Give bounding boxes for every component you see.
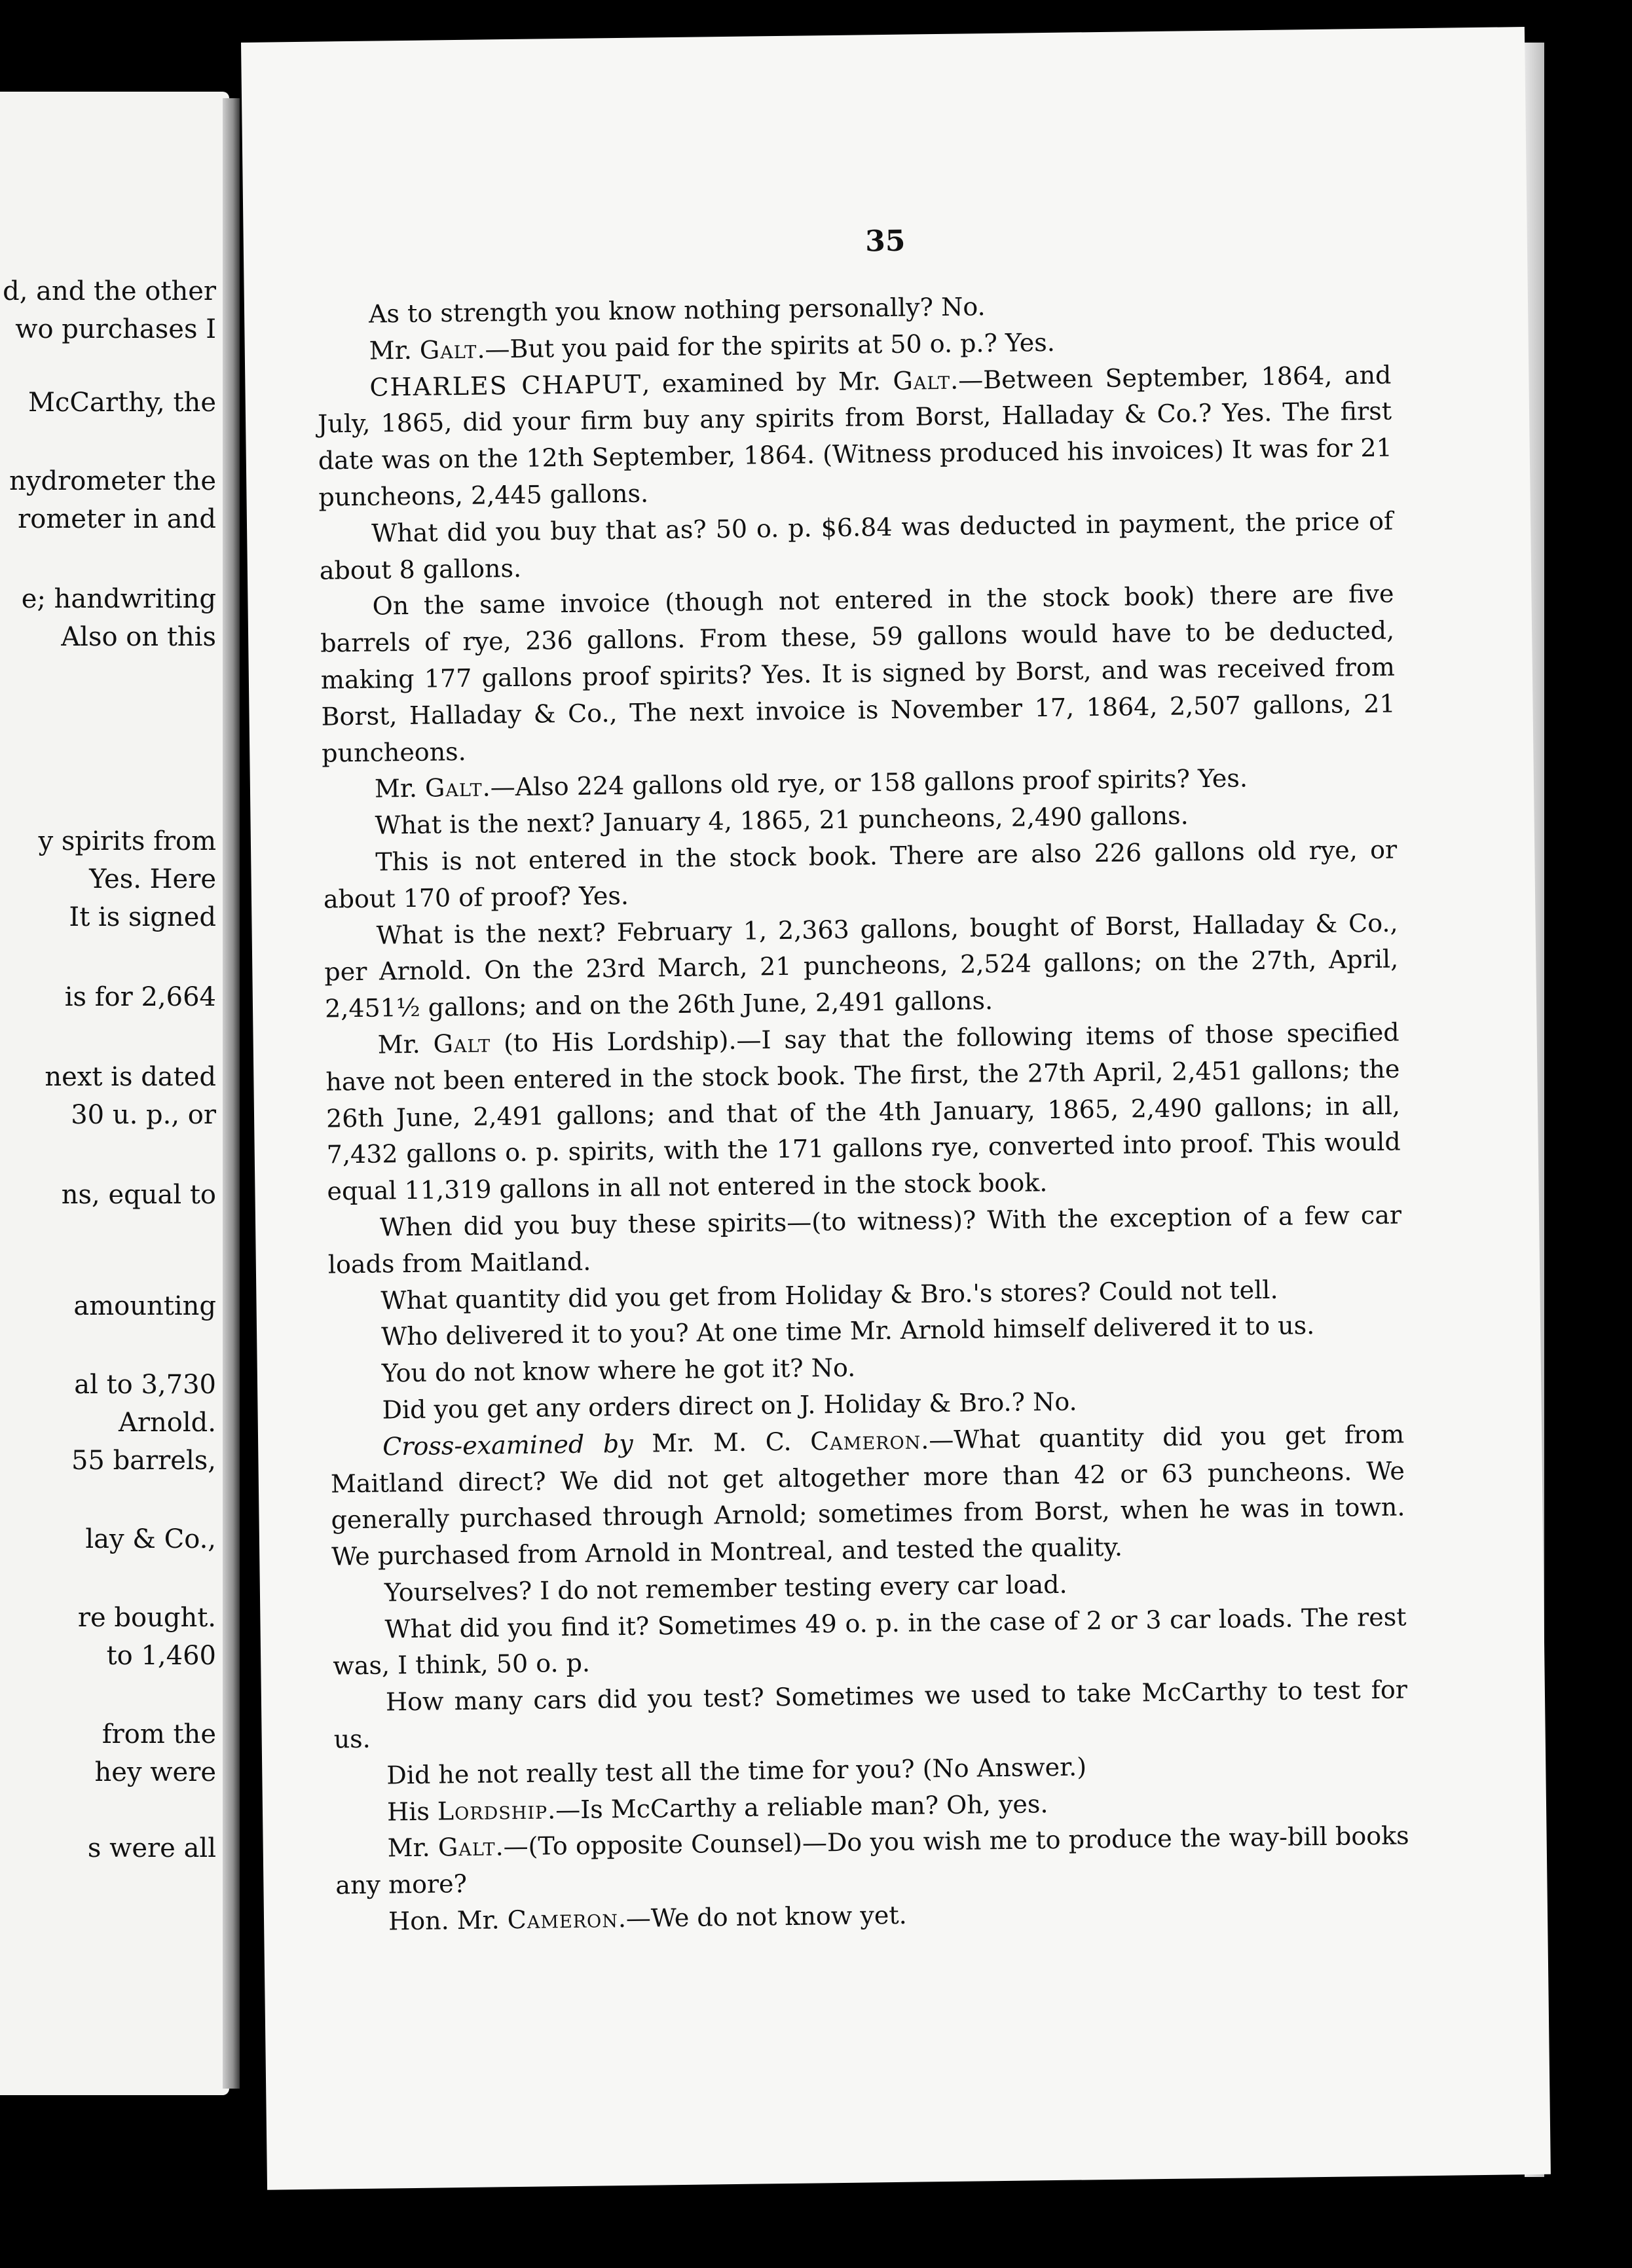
text-run: This is not entered in the stock book. There are also 226 gallons old rye, or about 170 of proof? Yes. (323, 835, 1398, 914)
paragraph (325, 1014, 1401, 1210)
text-run: What did you buy that as? 50 o. p. $6.84 was deducted in payment, the price of about 8 gallons. (319, 506, 1394, 585)
text-run: Galt (419, 335, 477, 365)
text-run: Galt (433, 1029, 491, 1059)
text-run: Galt (424, 773, 483, 803)
text-run: Mr. (374, 774, 426, 803)
paragraph (320, 576, 1396, 772)
left-page-line-fragment: It is signed (69, 902, 216, 932)
text-run: As to strength you know nothing personally? No. (368, 292, 986, 329)
left-page-line-fragment: e; handwriting (21, 584, 216, 614)
left-page-line-fragment: 30 u. p., or (71, 1100, 216, 1130)
left-page-line-fragment: to 1,460 (106, 1641, 216, 1671)
left-page-line-fragment: amounting (73, 1291, 216, 1321)
text-run: .—What quantity did you get from Maitland direct? We did not get altogether more than 42 or 63 puncheons. We generally purchased through Arnold; sometimes from Borst, when he was in town. We purchased from Arnold in Montreal, and tested the quality. (330, 1419, 1405, 1571)
text-run: On the same invoice (though not entered in the stock book) there are five barrels of rye, 236 gallons. From these, 59 gallons would have to be deducted, making 177 gallons proof spirits? Yes. It is signed by Borst, and was received from Borst, Halladay & Co., The next invoice is November 17, 1864, 2,507 gallons, 21 puncheons. (320, 579, 1396, 768)
text-run: Mr. (369, 335, 420, 365)
paragraph (330, 1416, 1406, 1575)
left-page-line-fragment: is for 2,664 (64, 982, 216, 1012)
page-body-text (316, 284, 1411, 1941)
text-run: You do not know where he got it? No. (381, 1353, 856, 1388)
text-run: (to His Lordship).—I say that the following items of those specified have not been entered in the stock book. The first, the 27th April, 2,451 gallons; the 26th June, 2,491 gallons; and that of the 4th January, 1865, 2,490 gallons; in all, 7,432 gallons o. p. spirits, with the 171 gallons rye, converted into proof. This would equal 11,319 gallons in all not entered in the stock book. (325, 1017, 1401, 1206)
text-run: Who delivered it to you? At one time Mr. Arnold himself delivered it to us. (380, 1311, 1315, 1351)
text-run: Galt (893, 365, 951, 395)
text-run: .—Also 224 gallons old rye, or 158 gallons proof spirits? Yes. (482, 763, 1248, 802)
left-page-line-fragment: Also on this (61, 622, 216, 652)
left-page-line-fragment: hey were (94, 1757, 216, 1787)
text-run: His (386, 1797, 438, 1827)
left-page (0, 92, 229, 2095)
paragraph (323, 832, 1398, 918)
left-page-line-fragment: next is dated (45, 1062, 216, 1092)
text-run: .—We do not know yet. (618, 1900, 907, 1933)
text-run: What is the next? February 1, 2,363 gallons, bought of Borst, Halladay & Co., per Arnold. On the 23rd March, 21 puncheons, 2,524 gallons; on the 27th, April, 2,451½ gallons; and on the 26th June, 2,491 gallons. (324, 908, 1399, 1023)
text-run: Mr. (377, 1029, 434, 1059)
text-run: Cameron (507, 1904, 619, 1935)
text-run: What quantity did you get from Holiday & Bro.'s stores? Could not tell. (380, 1275, 1278, 1315)
text-run: , examined by Mr. (641, 366, 893, 399)
text-run: What is the next? January 4, 1865, 21 puncheons, 2,490 gallons. (375, 801, 1189, 840)
paragraph (317, 357, 1393, 516)
paragraph (332, 1599, 1407, 1685)
book-spine (223, 98, 240, 2089)
text-run: What did you find it? Sometimes 49 o. p. in the case of 2 or 3 car loads. The rest was, I think, 50 o. p. (333, 1602, 1407, 1681)
paragraph (333, 1672, 1408, 1759)
text-run: How many cars did you test? Sometimes we used to take McCarthy to test for us. (333, 1675, 1408, 1754)
left-page-line-fragment: McCarthy, the (28, 388, 216, 418)
text-run: .—But you paid for the spirits at 50 o. p.? Yes. (477, 327, 1056, 364)
text-run: .—(To opposite Counsel)—Do you wish me to produce the way-bill books any more? (335, 1821, 1409, 1900)
text-run: Hon. Mr. (388, 1905, 508, 1936)
text-run: CHARLES CHAPUT (369, 369, 642, 402)
left-page-line-fragment: rometer in and (18, 504, 216, 534)
text-run: Lordship (437, 1795, 548, 1826)
paragraph (327, 1197, 1402, 1283)
left-page-line-fragment: nydrometer the (9, 466, 216, 496)
text-run: Did he not really test all the time for you? (No Answer.) (386, 1752, 1087, 1790)
text-run: Did you get any orders direct on J. Holiday & Bro.? No. (382, 1387, 1077, 1425)
text-run: Mr. M. C. (633, 1427, 811, 1458)
left-page-line-fragment: from the (102, 1719, 216, 1749)
paragraph (324, 905, 1399, 1027)
paragraph (335, 1818, 1409, 1905)
text-run: Yourselves? I do not remember testing every car load. (384, 1569, 1067, 1607)
text-run: When did you buy these spirits—(to witness)? With the exception of a few car loads from Maitland. (327, 1200, 1402, 1279)
left-page-line-fragment: re bought. (77, 1603, 216, 1633)
left-page-line-fragment: Arnold. (119, 1408, 216, 1438)
right-page (241, 27, 1551, 2190)
text-run: Galt (437, 1832, 496, 1862)
left-page-line-fragment: wo purchases I (15, 314, 216, 344)
text-run: .—Is McCarthy a reliable man? Oh, yes. (547, 1789, 1048, 1825)
text-run: Mr. (387, 1833, 439, 1863)
left-page-line-fragment: s were all (87, 1833, 216, 1863)
left-page-line-fragment: ns, equal to (61, 1180, 216, 1210)
left-page-line-fragment: al to 3,730 (74, 1370, 216, 1400)
page-number: 35 (864, 224, 906, 259)
left-page-line-fragment: lay & Co., (85, 1524, 216, 1554)
left-page-line-fragment: 55 barrels, (71, 1446, 216, 1476)
paragraph (319, 503, 1394, 589)
text-run: Cameron (809, 1425, 921, 1456)
left-page-line-fragment: Yes. Here (89, 864, 216, 894)
left-page-line-fragment: y spirits from (38, 826, 216, 856)
text-run: .—Between September, 1864, and July, 1865, did your firm buy any spirits from Borst, Halladay & Co.? Yes. The first date was on the 12th September, 1864. (Witness produced his invoices) It was for 21 puncheons, 2,445 gallons. (317, 360, 1392, 512)
text-run: Cross-examined by (382, 1429, 633, 1461)
left-page-line-fragment: d, and the other (3, 276, 216, 306)
